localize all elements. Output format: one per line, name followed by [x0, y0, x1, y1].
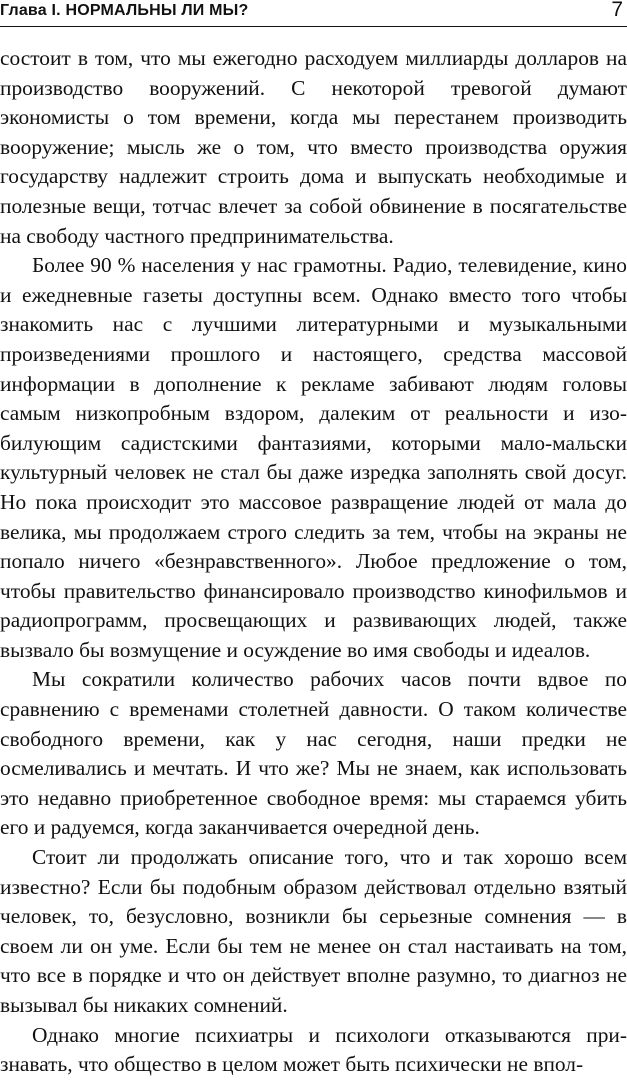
paragraph-1: состоит в том, что мы ежегодно расходуем миллиарды долларов на производство вооружений. С некоторой тревогой думают экономисты о том времени, когда мы перестанем производить вооружение; мысль же о том, что вместо производства оружия государству надлежит строить дома и выпускать необходимые и полезные вещи, тотчас влечет за собой обвинение в посягательстве на свободу частного предпринимательства.	[0, 46, 627, 248]
chapter-title: Глава I. НОРМАЛЬНЫ ЛИ МЫ?	[0, 2, 249, 19]
page-text	[0, 44, 627, 1080]
paragraph-2: Более 90 % населения у нас грамотны. Радио, телевидение, кино и ежедневные газеты доступны всем. Однако вместо того чтобы знакомить нас с лучшими литературными и музыкальными произведениями прошлого и настоящего, средства массовой информации в дополнение к рекламе забивают людям головы самым низкопробным вздором, далеким от реальности и изобилующим садистскими фантазиями, которыми мало-мальски культурный человек не стал бы даже изредка заполнять свой досуг. Но пока происходит это массовое развращение людей от мала до велика, мы продолжаем строго следить за тем, чтобы на экраны не попало ничего «безнравственного». Любое предложение о том, чтобы правительство финансировало производство кинофильмов и радиопрограмм, просвещающих и развивающих людей, также вызвало бы возмущение и осуждение во имя свободы и идеалов.	[0, 253, 627, 662]
paragraph-5: Однако многие психиатры и психологи отказываются признавать, что общество в целом может быть психически не впол-	[0, 1022, 627, 1077]
header-rule	[0, 26, 627, 27]
paragraph-4: Стоит ли продолжать описание того, что и так хорошо всем известно? Если бы подобным образом действовал отдельно взятый человек, то, безусловно, возникли бы серьезные сомнения — в своем ли он уме. Если бы тем не менее он стал настаивать на том, что все в порядке и что он действует вполне разумно, то диагноз не вызывал бы никаких сомнений.	[0, 845, 627, 1017]
paragraph-3: Мы сократили количество рабочих часов почти вдвое по сравнению с временами столетней давности. О таком количестве свободного времени, как у нас сегодня, наши предки не осмеливались и мечтать. И что же? Мы не знаем, как использовать это недавно приобретенное свободное время: мы стараемся убить его и радуемся, когда заканчивается очередной день.	[0, 667, 627, 840]
page-number: 7	[611, 0, 623, 21]
running-head	[0, 0, 627, 30]
